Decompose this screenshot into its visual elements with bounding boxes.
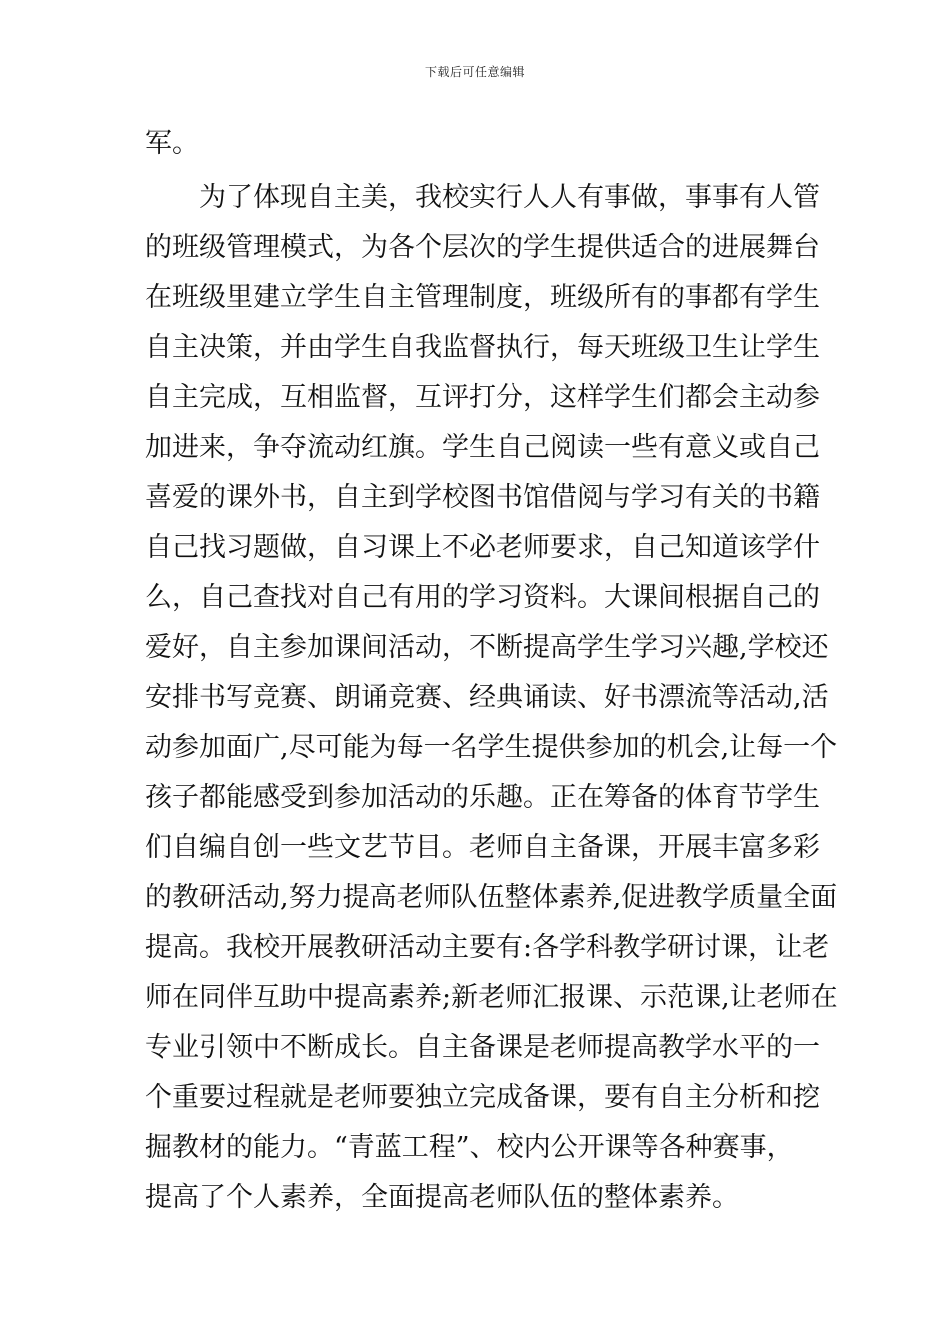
text-line: 喜爱的课外书，自主到学校图书馆借阅与学习有关的书籍 <box>145 482 820 513</box>
text-line: 军。 <box>145 128 199 159</box>
text-line: 自主决策，并由学生自我监督执行，每天班级卫生让学生 <box>145 332 820 363</box>
text-line: 孩子都能感受到参加活动的乐趣。正在筹备的体育节学生 <box>145 782 820 813</box>
text-line: 自己找习题做，自习课上不必老师要求，自己知道该学什 <box>145 532 820 563</box>
text-line: 的班级管理模式，为各个层次的学生提供适合的进展舞台 <box>145 232 820 263</box>
text-line: 为了体现自主美，我校实行人人有事做，事事有人管 <box>199 182 820 213</box>
text-line: 自主完成，互相监督，互评打分，这样学生们都会主动参 <box>145 382 820 413</box>
text-line: 提高了个人素养，全面提高老师队伍的整体素养。 <box>145 1182 739 1213</box>
page-header-note: 下载后可任意编辑 <box>424 65 525 79</box>
text-line: 安排书写竞赛、朗诵竞赛、经典诵读、好书漂流等活动,活 <box>145 682 829 713</box>
text-line: 专业引领中不断成长。自主备课是老师提高教学水平的一 <box>145 1032 820 1063</box>
text-line: 加进来，争夺流动红旗。学生自己阅读一些有意义或自己 <box>145 432 820 463</box>
text-line: 在班级里建立学生自主管理制度，班级所有的事都有学生 <box>145 282 820 313</box>
text-line: 动参加面广,尽可能为每一名学生提供参加的机会,让每一个 <box>145 732 838 763</box>
text-line: 的教研活动,努力提高老师队伍整体素养,促进教学质量全面 <box>145 882 838 913</box>
text-line: 们自编自创一些文艺节目。老师自主备课，开展丰富多彩 <box>145 832 820 863</box>
text-line: 提高。我校开展教研活动主要有:各学科教学研讨课，让老 <box>145 932 830 963</box>
text-line: 么，自己查找对自己有用的学习资料。大课间根据自己的 <box>145 582 820 613</box>
text-line: 个重要过程就是老师要独立完成备课，要有自主分析和挖 <box>145 1082 820 1113</box>
text-line: 师在同伴互助中提高素养;新老师汇报课、示范课,让老师在 <box>145 982 838 1013</box>
text-line: 爱好，自主参加课间活动，不断提高学生学习兴趣,学校还 <box>145 632 829 663</box>
text-line: 掘教材的能力。“青蓝工程”、校内公开课等各种赛事， <box>145 1132 794 1163</box>
